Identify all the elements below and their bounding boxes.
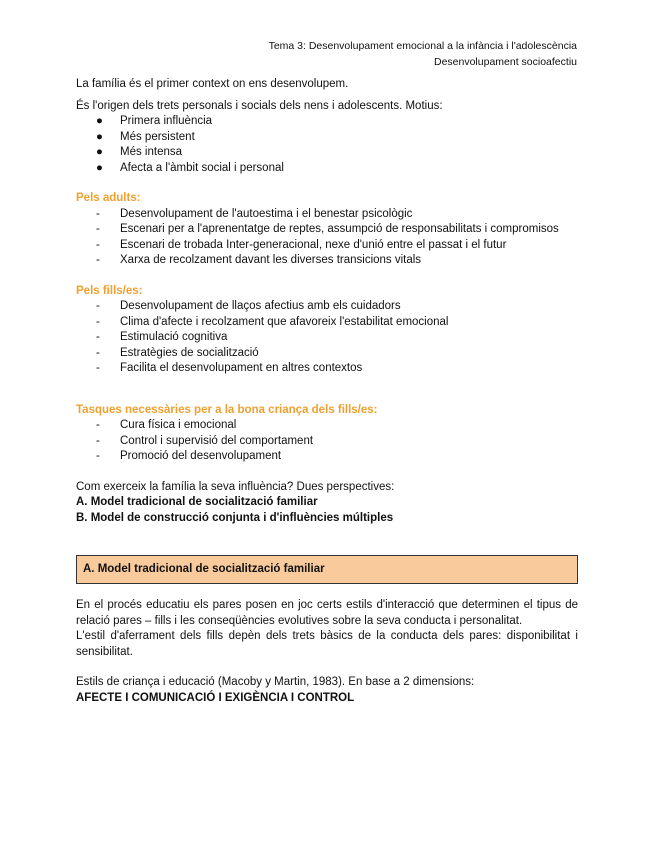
list-item: - Facilita el desenvolupament en altres contextos bbox=[96, 361, 578, 377]
children-list bbox=[76, 299, 578, 377]
dash-icon: - bbox=[96, 254, 100, 266]
section-a-paragraph-2: L'estil d'aferrament dels fills depèn dels trets bàsics de la conducta dels pares: disponibilitat i sensibilitat. bbox=[76, 630, 578, 658]
section-a-dimensions: AFECTE I COMUNICACIÓ I EXIGÈNCIA I CONTROL bbox=[76, 691, 355, 704]
dash-icon: - bbox=[96, 300, 100, 312]
bullet-icon: ● bbox=[96, 161, 103, 174]
document-body bbox=[76, 77, 578, 706]
header-subtopic: Desenvolupament socioafectiu bbox=[433, 56, 577, 68]
dash-icon: - bbox=[96, 207, 100, 220]
adults-list bbox=[76, 207, 578, 269]
list-item: - Xarxa de recolzament davant les diverses transicions vitals bbox=[96, 253, 578, 269]
reasons-list bbox=[76, 114, 578, 176]
dash-icon: - bbox=[96, 238, 100, 251]
list-item: - Estimulació cognitiva bbox=[96, 330, 578, 346]
perspectives-intro: Com exerceix la família la seva influència? Dues perspectives: bbox=[76, 480, 395, 493]
dash-icon: - bbox=[96, 450, 100, 462]
bullet-icon: ● bbox=[96, 115, 103, 127]
list-item: ● Primera influència bbox=[96, 114, 578, 130]
perspective-b: B. Model de construcció conjunta i d'influències múltiples bbox=[76, 511, 394, 524]
list-item: - Cura física i emocional bbox=[96, 418, 578, 434]
dash-icon: - bbox=[96, 434, 100, 447]
list-item: - Escenari de trobada Inter-generacional, nexe d'unió entre el passat i el futur bbox=[96, 238, 578, 254]
children-heading: Pels fills/es: bbox=[76, 284, 143, 297]
dash-icon: - bbox=[96, 315, 100, 328]
section-a-paragraph-3: Estils de criança i educació (Macoby y Martin, 1983). En base a 2 dimensions: bbox=[76, 676, 475, 688]
perspective-a: A. Model tradicional de socialització familiar bbox=[76, 496, 318, 508]
list-item: - Escenari per a l'aprenentatge de reptes, assumpció de responsabilitats i compromisos bbox=[96, 222, 578, 238]
list-item: ● Afecta a l'àmbit social i personal bbox=[96, 161, 578, 177]
dash-icon: - bbox=[96, 331, 100, 343]
list-item: - Promoció del desenvolupament bbox=[96, 449, 578, 465]
dash-icon: - bbox=[96, 362, 100, 374]
list-item: - Desenvolupament de llaços afectius amb els cuidadors bbox=[96, 299, 578, 315]
dash-icon: - bbox=[96, 346, 100, 359]
intro-paragraph-1: La família és el primer context on ens desenvolupem. bbox=[76, 78, 349, 90]
page-header bbox=[269, 38, 577, 70]
tasks-heading: Tasques necessàries per a la bona criança dels fills/es: bbox=[76, 403, 378, 416]
list-item: - Estratègies de socialització bbox=[96, 346, 578, 362]
header-topic: Tema 3: Desenvolupament emocional a la infància i l'adolescència bbox=[268, 40, 577, 52]
list-item: - Clima d'afecte i recolzament que afavoreix l'estabilitat emocional bbox=[96, 315, 578, 331]
dash-icon: - bbox=[96, 223, 100, 235]
section-a-paragraph-1: En el procés educatiu els pares posen en joc certs estils d'interacció que determinen el tipus de relació pares – fills i les conseqüències evolutives sobre la seva conducta i personalitat. bbox=[76, 599, 578, 627]
adults-heading: Pels adults: bbox=[76, 192, 141, 204]
bullet-icon: ● bbox=[96, 146, 103, 158]
list-item: ● Més intensa bbox=[96, 145, 578, 161]
section-a-title-box: A. Model tradicional de socialització familiar bbox=[76, 555, 578, 584]
list-item: - Desenvolupament de l'autoestima i el benestar psicològic bbox=[96, 207, 578, 223]
list-item: - Control i supervisió del comportament bbox=[96, 434, 578, 450]
intro-paragraph-2: És l'origen dels trets personals i socials dels nens i adolescents. Motius: bbox=[76, 99, 443, 112]
dash-icon: - bbox=[96, 419, 100, 431]
tasks-list bbox=[76, 418, 578, 465]
list-item: ● Més persistent bbox=[96, 130, 578, 146]
bullet-icon: ● bbox=[96, 130, 103, 143]
